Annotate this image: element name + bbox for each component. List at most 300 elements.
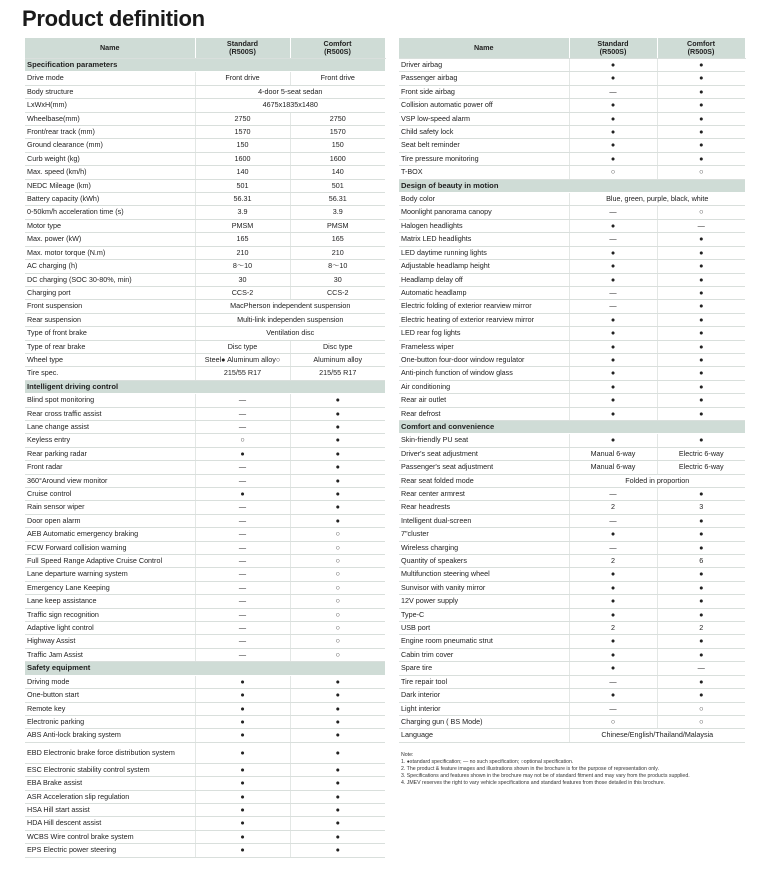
table-row [399, 72, 745, 85]
row-name: LED rear fog lights [399, 327, 569, 340]
table-row [399, 689, 745, 702]
row-value-comfort: ● [290, 817, 385, 830]
row-value-comfort: ● [657, 353, 745, 366]
row-value-standard: ● [195, 675, 290, 688]
table-row [399, 501, 745, 514]
row-value-standard: ● [569, 689, 657, 702]
row-name: Air conditioning [399, 380, 569, 393]
row-name: Engine room pneumatic strut [399, 635, 569, 648]
row-value-comfort: ● [290, 514, 385, 527]
table-row [25, 447, 385, 460]
row-value-shared: Folded in proportion [569, 474, 745, 487]
row-name: Full Speed Range Adaptive Cruise Control [25, 555, 195, 568]
row-value-comfort: 8～10 [290, 260, 385, 273]
row-value-standard: ○ [569, 715, 657, 728]
table-row [25, 112, 385, 125]
table-row [399, 246, 745, 259]
row-value-standard: ● [569, 112, 657, 125]
table-row [399, 367, 745, 380]
table-row [25, 367, 385, 380]
row-name: Max. power (kW) [25, 233, 195, 246]
row-value-comfort: ● [657, 675, 745, 688]
row-name: Rear defrost [399, 407, 569, 420]
row-value-comfort: ● [657, 112, 745, 125]
table-row [25, 179, 385, 192]
row-value-shared: 4675x1835x1480 [195, 99, 385, 112]
row-name: Driver airbag [399, 59, 569, 72]
row-value-standard: ● [195, 830, 290, 843]
row-value-comfort: ● [657, 85, 745, 98]
table-row [25, 233, 385, 246]
row-value-comfort: ● [657, 313, 745, 326]
row-value-standard: — [195, 568, 290, 581]
row-name: Passenger airbag [399, 72, 569, 85]
table-row [25, 689, 385, 702]
row-value-comfort: ● [290, 830, 385, 843]
table-row [399, 313, 745, 326]
row-value-standard: ● [195, 777, 290, 790]
table-row [25, 763, 385, 776]
row-value-standard: ● [569, 407, 657, 420]
row-value-standard: — [195, 514, 290, 527]
table-row [25, 85, 385, 98]
row-value-standard: — [195, 461, 290, 474]
row-value-standard: ○ [569, 166, 657, 179]
row-name: Cruise control [25, 488, 195, 501]
row-value-standard: CCS-2 [195, 286, 290, 299]
row-value-comfort: ● [657, 139, 745, 152]
row-value-standard: ● [195, 803, 290, 816]
row-value-standard: ● [569, 608, 657, 621]
table-row [25, 353, 385, 366]
row-value-standard: — [569, 514, 657, 527]
row-value-comfort: ○ [290, 528, 385, 541]
table-row [25, 394, 385, 407]
table-row [399, 635, 745, 648]
row-value-standard: ● [195, 742, 290, 763]
row-value-comfort: ○ [290, 568, 385, 581]
row-value-comfort: ● [290, 790, 385, 803]
row-value-comfort: ○ [290, 595, 385, 608]
row-value-comfort: ● [290, 434, 385, 447]
row-value-comfort: 1570 [290, 126, 385, 139]
row-value-standard: — [569, 85, 657, 98]
row-value-standard: — [569, 206, 657, 219]
row-name: Language [399, 729, 569, 742]
table-row [25, 608, 385, 621]
header-comfort-label: Comfort (R500S) [323, 39, 352, 56]
row-value-standard: ● [195, 729, 290, 742]
row-name: Door open alarm [25, 514, 195, 527]
table-row [399, 581, 745, 594]
row-value-comfort: Electric 6-way [657, 447, 745, 460]
row-name: AC charging (h) [25, 260, 195, 273]
table-row [25, 568, 385, 581]
row-name: Spare tire [399, 662, 569, 675]
row-value-standard: — [195, 501, 290, 514]
header-standard-label: Standard (R500S) [597, 39, 629, 56]
row-value-comfort: 150 [290, 139, 385, 152]
row-name: Type of rear brake [25, 340, 195, 353]
row-value-standard: ● [569, 367, 657, 380]
row-value-comfort: ● [657, 246, 745, 259]
row-value-standard: Manual 6-way [569, 461, 657, 474]
row-value-comfort: ● [657, 327, 745, 340]
table-row [25, 139, 385, 152]
row-name: Emergency Lane Keeping [25, 581, 195, 594]
row-value-standard: ● [569, 99, 657, 112]
table-row [399, 608, 745, 621]
row-name: Frameless wiper [399, 340, 569, 353]
row-name: One-button four-door window regulator [399, 353, 569, 366]
table-row [399, 461, 745, 474]
row-name: NEDC Mileage (km) [25, 179, 195, 192]
row-value-comfort: Electric 6-way [657, 461, 745, 474]
row-name: Adaptive light control [25, 622, 195, 635]
row-name: LxWxH(mm) [25, 99, 195, 112]
row-value-comfort: ● [657, 407, 745, 420]
row-name: Rear cross traffic assist [25, 407, 195, 420]
row-value-standard: 140 [195, 166, 290, 179]
row-value-standard: ● [569, 353, 657, 366]
row-value-comfort: ● [290, 844, 385, 857]
row-value-standard: — [195, 608, 290, 621]
table-row [399, 273, 745, 286]
table-row [399, 407, 745, 420]
row-name: Cabin trim cover [399, 648, 569, 661]
table-row [25, 729, 385, 742]
row-value-comfort: 1600 [290, 152, 385, 165]
row-value-standard: ● [569, 380, 657, 393]
row-name: Type of front brake [25, 327, 195, 340]
row-value-standard: — [569, 488, 657, 501]
table-row [25, 420, 385, 433]
row-name: 360°Around view monitor [25, 474, 195, 487]
table-row [25, 581, 385, 594]
table-row [399, 99, 745, 112]
row-value-standard: 2750 [195, 112, 290, 125]
row-value-standard: — [195, 474, 290, 487]
table-row [25, 501, 385, 514]
row-value-comfort: 2750 [290, 112, 385, 125]
row-value-comfort: PMSM [290, 219, 385, 232]
table-row [399, 702, 745, 715]
row-value-standard: PMSM [195, 219, 290, 232]
row-value-comfort: ● [290, 803, 385, 816]
row-value-comfort: ● [290, 501, 385, 514]
row-value-comfort: 6 [657, 555, 745, 568]
row-value-standard: Front drive [195, 72, 290, 85]
row-value-standard: ● [195, 702, 290, 715]
table-row [25, 193, 385, 206]
table-row [25, 206, 385, 219]
table-row [25, 555, 385, 568]
header-comfort [290, 38, 385, 59]
row-name: Halogen headlights [399, 219, 569, 232]
row-name: Tire spec. [25, 367, 195, 380]
table-row [399, 152, 745, 165]
row-name: Charging port [25, 286, 195, 299]
table-row [399, 568, 745, 581]
table-row [399, 622, 745, 635]
table-row [25, 99, 385, 112]
row-name: Rain sensor wiper [25, 501, 195, 514]
table-row [25, 461, 385, 474]
row-name: Lane change assist [25, 420, 195, 433]
row-value-comfort: 2 [657, 622, 745, 635]
section-title: Design of beauty in motion [399, 179, 745, 192]
row-name: Light interior [399, 702, 569, 715]
row-name: Skin-friendly PU seat [399, 434, 569, 447]
row-value-standard: 2 [569, 622, 657, 635]
row-value-comfort: ● [657, 608, 745, 621]
row-value-comfort: ● [657, 394, 745, 407]
notes-line: 1. ●standard specification; — no such specification; ○optional specification. [401, 759, 574, 765]
table-row [25, 72, 385, 85]
row-value-comfort: — [657, 219, 745, 232]
row-value-comfort: CCS-2 [290, 286, 385, 299]
row-value-standard: — [569, 541, 657, 554]
row-value-standard: 56.31 [195, 193, 290, 206]
row-value-standard: 1570 [195, 126, 290, 139]
table-row [399, 286, 745, 299]
row-value-comfort: Aluminum alloy [290, 353, 385, 366]
row-value-comfort: 215/55 R17 [290, 367, 385, 380]
row-name: Rear air outlet [399, 394, 569, 407]
row-value-standard: 215/55 R17 [195, 367, 290, 380]
row-value-standard: ● [569, 59, 657, 72]
row-name: Quantity of speakers [399, 555, 569, 568]
row-value-comfort: ● [290, 742, 385, 763]
row-value-comfort: ○ [657, 206, 745, 219]
row-name: ESC Electronic stability control system [25, 763, 195, 776]
row-value-standard: ● [569, 139, 657, 152]
row-name: One-button start [25, 689, 195, 702]
table-row [399, 394, 745, 407]
row-value-comfort: ○ [290, 541, 385, 554]
row-name: Front side airbag [399, 85, 569, 98]
row-value-comfort: ● [657, 635, 745, 648]
table-row [25, 514, 385, 527]
row-value-standard: ● [195, 817, 290, 830]
row-name: T-BOX [399, 166, 569, 179]
row-name: Collision automatic power off [399, 99, 569, 112]
table-row [399, 514, 745, 527]
row-name: ABS Anti-lock braking system [25, 729, 195, 742]
table-row [399, 729, 745, 742]
row-value-standard: 2 [569, 501, 657, 514]
row-value-standard: — [195, 394, 290, 407]
row-name: Tire pressure monitoring [399, 152, 569, 165]
row-value-comfort: ● [290, 777, 385, 790]
row-value-standard: ● [195, 763, 290, 776]
table-row [399, 166, 745, 179]
section-title: Specification parameters [25, 59, 385, 72]
row-value-standard: Steel● Aluminum alloy○ [195, 353, 290, 366]
row-value-standard: — [195, 555, 290, 568]
row-name: EPS Electric power steering [25, 844, 195, 857]
row-name: Intelligent dual-screen [399, 514, 569, 527]
row-value-comfort: 3 [657, 501, 745, 514]
table-row [399, 648, 745, 661]
notes-line: 4. JMEV reserves the right to vary vehicle specifications and standard features from those detailed in this brochure. [401, 780, 666, 786]
table-row [399, 528, 745, 541]
table-row [25, 648, 385, 661]
row-name: Driver's seat adjustment [399, 447, 569, 460]
row-value-standard: 150 [195, 139, 290, 152]
table-row [399, 340, 745, 353]
row-value-comfort: ○ [657, 715, 745, 728]
row-value-comfort: ○ [290, 622, 385, 635]
row-name: Front suspension [25, 300, 195, 313]
table-row [399, 233, 745, 246]
row-value-comfort: ● [657, 300, 745, 313]
table-row [25, 126, 385, 139]
table-row [25, 434, 385, 447]
row-value-standard: 210 [195, 246, 290, 259]
table-row [25, 166, 385, 179]
table-row [25, 219, 385, 232]
header-name: Name [399, 38, 569, 59]
table-row [25, 702, 385, 715]
row-name: DC charging (SOC 30-80%, min) [25, 273, 195, 286]
row-name: Battery capacity (kWh) [25, 193, 195, 206]
row-value-standard: ● [195, 488, 290, 501]
table-header [25, 38, 385, 59]
row-value-standard: — [195, 407, 290, 420]
row-value-standard: — [195, 581, 290, 594]
table-row [399, 85, 745, 98]
row-name: Rear suspension [25, 313, 195, 326]
row-value-standard: ● [569, 327, 657, 340]
row-value-comfort: ● [290, 447, 385, 460]
row-name: WCBS Wire control brake system [25, 830, 195, 843]
row-name: USB port [399, 622, 569, 635]
row-value-standard: — [195, 635, 290, 648]
table-row [25, 152, 385, 165]
header-standard [195, 38, 290, 59]
table-row [399, 112, 745, 125]
row-value-standard: ● [569, 568, 657, 581]
row-name: Child safety lock [399, 126, 569, 139]
table-row [399, 139, 745, 152]
row-name: Moonlight panorama canopy [399, 206, 569, 219]
row-name: EBD Electronic brake force distribution system [25, 742, 195, 763]
row-value-standard: ● [569, 581, 657, 594]
table-row [25, 541, 385, 554]
row-value-shared: 4-door 5-seat sedan [195, 85, 385, 98]
row-name: Curb weight (kg) [25, 152, 195, 165]
row-value-standard: ● [569, 313, 657, 326]
row-value-standard: ● [569, 340, 657, 353]
row-value-standard: 30 [195, 273, 290, 286]
row-value-comfort: ● [657, 233, 745, 246]
row-value-comfort: 165 [290, 233, 385, 246]
row-name: ASR Acceleration slip regulation [25, 790, 195, 803]
row-name: Driving mode [25, 675, 195, 688]
row-value-standard: ● [569, 528, 657, 541]
row-value-standard: ● [195, 447, 290, 460]
row-name: Front/rear track (mm) [25, 126, 195, 139]
row-value-comfort: ● [657, 260, 745, 273]
row-value-comfort: ○ [290, 581, 385, 594]
row-name: Max. motor torque (N.m) [25, 246, 195, 259]
table-row [399, 715, 745, 728]
row-name: AEB Automatic emergency braking [25, 528, 195, 541]
row-name: HSA Hill start assist [25, 803, 195, 816]
table-row [399, 300, 745, 313]
table-row [25, 675, 385, 688]
row-value-standard: ● [569, 394, 657, 407]
row-value-comfort: ● [290, 420, 385, 433]
row-value-standard: ● [195, 844, 290, 857]
row-value-standard: ● [195, 715, 290, 728]
row-value-comfort: Front drive [290, 72, 385, 85]
row-value-standard: — [195, 595, 290, 608]
row-value-standard: ● [569, 434, 657, 447]
row-value-comfort: ● [657, 648, 745, 661]
row-name: Dark interior [399, 689, 569, 702]
row-name: Highway Assist [25, 635, 195, 648]
header-standard-label: Standard (R500S) [226, 39, 259, 56]
row-value-standard: ● [569, 152, 657, 165]
row-value-standard: ● [195, 790, 290, 803]
table-row [399, 193, 745, 206]
table-row [399, 474, 745, 487]
row-value-standard: — [569, 675, 657, 688]
row-name: HDA Hill descent assist [25, 817, 195, 830]
row-value-standard: Manual 6-way [569, 447, 657, 460]
row-value-standard: ● [195, 689, 290, 702]
row-value-comfort: 501 [290, 179, 385, 192]
table-row [25, 488, 385, 501]
row-name: Rear parking radar [25, 447, 195, 460]
row-name: Charging gun ( BS Mode) [399, 715, 569, 728]
row-name: Lane departure warning system [25, 568, 195, 581]
row-value-standard: ● [569, 219, 657, 232]
row-value-comfort: ● [657, 595, 745, 608]
row-name: 7"cluster [399, 528, 569, 541]
section-header [25, 380, 385, 393]
row-name: Traffic Jam Assist [25, 648, 195, 661]
row-value-comfort: ○ [290, 635, 385, 648]
row-name: Blind spot monitoring [25, 394, 195, 407]
row-name: Seat belt reminder [399, 139, 569, 152]
row-name: Lane keep assistance [25, 595, 195, 608]
row-value-comfort: ● [657, 126, 745, 139]
section-header [25, 59, 385, 72]
row-value-comfort: Disc type [290, 340, 385, 353]
header-standard [569, 38, 657, 59]
spec-table-left [25, 38, 385, 858]
table-row [25, 273, 385, 286]
row-value-comfort: 3.9 [290, 206, 385, 219]
table-row [399, 353, 745, 366]
row-value-shared: Chinese/English/Thailand/Malaysia [569, 729, 745, 742]
row-value-standard: ● [569, 273, 657, 286]
row-value-standard: Disc type [195, 340, 290, 353]
row-value-standard: ● [569, 246, 657, 259]
table-row [25, 715, 385, 728]
row-name: Type-C [399, 608, 569, 621]
row-value-comfort: ● [290, 407, 385, 420]
row-value-standard: ● [569, 648, 657, 661]
row-name: Wireless charging [399, 541, 569, 554]
table-row [399, 447, 745, 460]
row-value-standard: ● [569, 260, 657, 273]
table-header [399, 38, 745, 59]
section-title: Safety equipment [25, 662, 385, 675]
